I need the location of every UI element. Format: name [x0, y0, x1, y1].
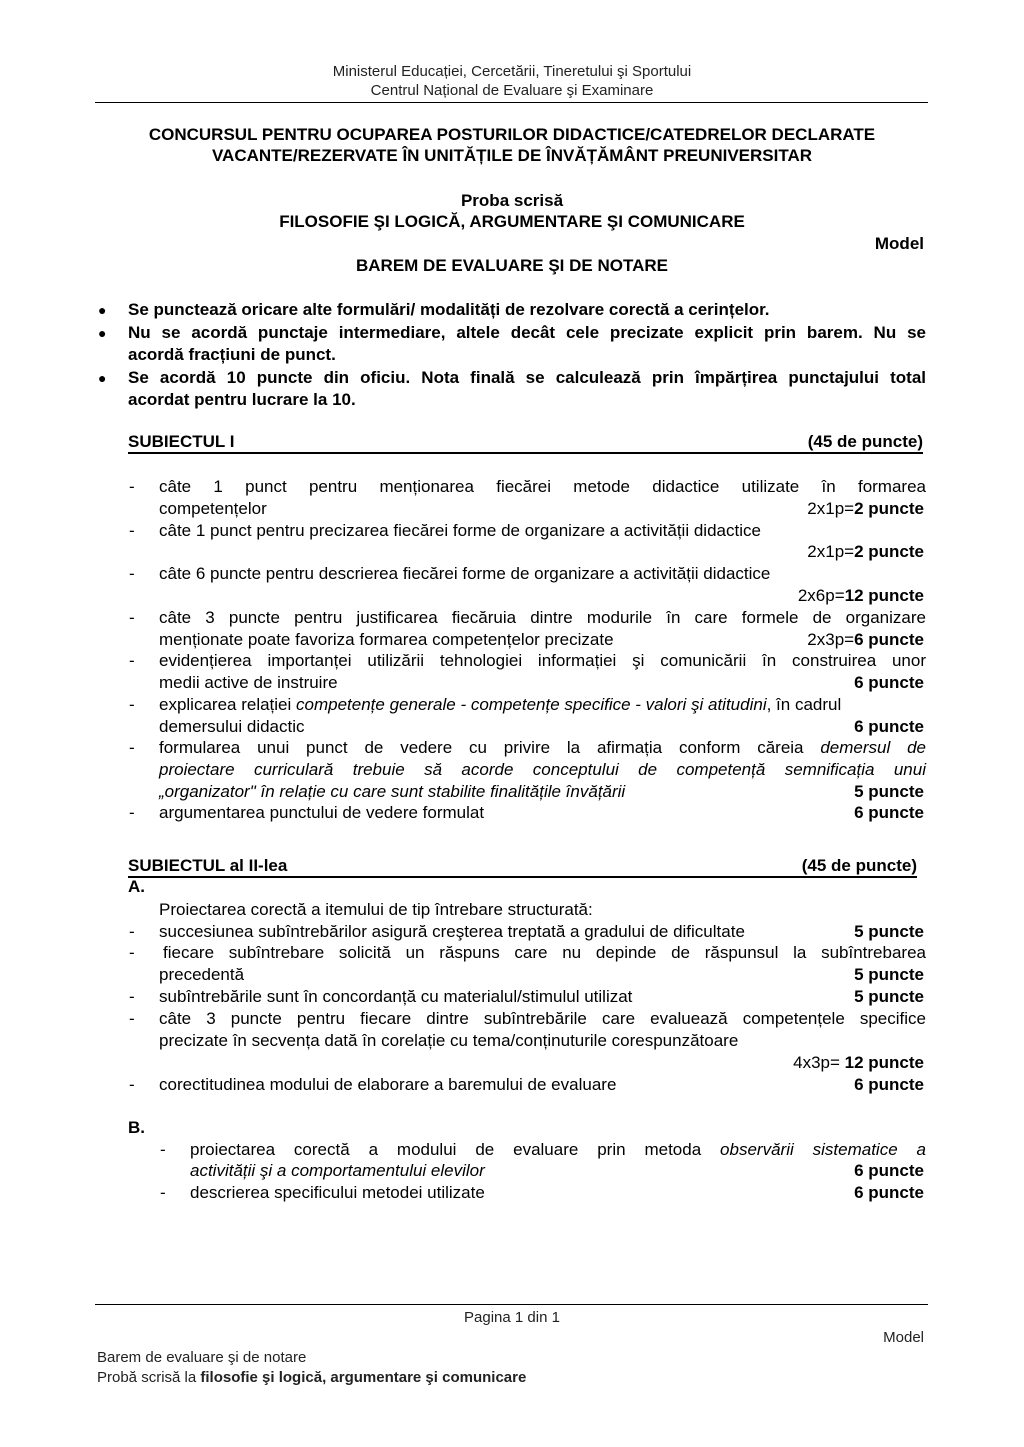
text: explicarea relației [159, 695, 297, 714]
score-formula: 2x1p= [807, 542, 855, 561]
rule-3: Se acordă 10 puncte din oficiu. Nota finală se calculează prin împărțirea punctajului total [128, 368, 926, 387]
rule-2-cont: acordă fracțiuni de punct. [128, 345, 336, 364]
item-4-score [807, 630, 924, 650]
item-8-line-1: argumentarea punctului de vedere formulat [159, 803, 485, 822]
item-1-line-1: câte 1 punct pentru menționarea fiecărei metode didactice utilizate în formarea [159, 477, 926, 496]
model-label: Model [874, 234, 924, 253]
item-7-line-1 [159, 738, 926, 758]
a-item-2-line-1: fiecare subîntrebare solicită un răspuns care nu depinde de răspunsul la subîntrebarea [163, 943, 926, 962]
dash: - [129, 695, 135, 714]
a-item-4-line-2: precizate în secvența dată în corelație cu tema/conținuturile corespunzătoare [159, 1031, 739, 1050]
b-item-1-score: 6 puncte [854, 1161, 924, 1180]
a-item-4-line-1: câte 3 puncte pentru fiecare dintre subîntrebările care evaluează competențele specifice [159, 1009, 926, 1028]
ministry-header: Ministerul Educației, Cercetării, Tineretului şi Sportului [332, 63, 692, 80]
item-8-score: 6 puncte [854, 803, 924, 822]
title-line-1: CONCURSUL PENTRU OCUPAREA POSTURILOR DIDACTICE/CATEDRELOR DECLARATE [148, 125, 876, 144]
item-5-line-1: evidențierea importanței utilizării tehnologiei informației şi comunicării în construirea unor [159, 651, 926, 670]
italic-text: demersul de [820, 738, 926, 757]
score-formula: 2x1p= [807, 499, 855, 518]
a-item-5-score: 6 puncte [854, 1075, 924, 1094]
subject-2-points: (45 de puncte) [801, 856, 917, 875]
part-a-label: A. [128, 877, 145, 896]
footer-line-1: Barem de evaluare şi de notare [97, 1349, 307, 1366]
barem-title: BAREM DE EVALUARE ŞI DE NOTARE [355, 256, 668, 275]
italic-text: competențe generale - competențe specifice - valori şi atitudini [296, 695, 767, 714]
dash: - [160, 1140, 166, 1159]
part-b-label: B. [128, 1118, 145, 1137]
item-7-line-3: „organizator" în relație cu care sunt stabilite finalitățile învățării [159, 782, 626, 801]
b-item-1-line-2: activității şi a comportamentului elevilor [190, 1161, 485, 1180]
a-item-3-score: 5 puncte [854, 987, 924, 1006]
dash: - [129, 738, 135, 757]
dash: - [129, 943, 135, 962]
italic-text: observării sistematice a [720, 1140, 926, 1159]
score-total: 12 puncte [844, 586, 924, 605]
dash: - [129, 564, 135, 583]
text: , în cadrul [766, 695, 842, 714]
score-total: 2 puncte [854, 542, 924, 561]
score-formula: 2x6p= [797, 586, 845, 605]
title-line-2: VACANTE/REZERVATE ÎN UNITĂȚILE DE ÎNVĂȚĂMÂNT PREUNIVERSITAR [211, 146, 813, 165]
rule-2: Nu se acordă punctaje intermediare, altele decât cele precizate explicit prin barem. Nu se [128, 323, 926, 342]
item-5-score: 6 puncte [854, 673, 924, 692]
text: formularea unui punct de vedere cu privire la afirmația conform căreia [159, 738, 821, 757]
item-3-line-1: câte 6 puncte pentru descrierea fiecărei forme de organizare a activității didactice [159, 564, 771, 583]
center-header: Centrul Național de Evaluare şi Examinare [370, 82, 654, 99]
score-total: 12 puncte [844, 1053, 924, 1072]
a-item-1-score: 5 puncte [854, 922, 924, 941]
text: proiectarea corectă a modului de evaluare prin metoda [190, 1140, 721, 1159]
dash: - [129, 922, 135, 941]
exam-type: Proba scrisă [460, 191, 564, 210]
item-6-score: 6 puncte [854, 717, 924, 736]
dash: - [129, 987, 135, 1006]
b-item-2-score: 6 puncte [854, 1183, 924, 1202]
item-6-line-2: demersului didactic [159, 717, 305, 736]
b-item-2: descrierea specificului metodei utilizate [190, 1183, 485, 1202]
rule-3-cont: acordat pentru lucrare la 10. [128, 390, 356, 409]
subject-1-heading [128, 432, 923, 454]
a-item-1: succesiunea subîntrebărilor asigură creşterea treptată a gradului de dificultate [159, 922, 745, 941]
subject-1-title: SUBIECTUL I [128, 432, 235, 451]
subject-2-title: SUBIECTUL al II-lea [128, 856, 288, 875]
b-item-1-line-1 [190, 1140, 926, 1160]
a-item-2-line-2: precedentă [159, 965, 245, 984]
footer-line-2 [97, 1368, 526, 1388]
item-2-line-1: câte 1 punct pentru precizarea fiecărei forme de organizare a activității didactice [159, 521, 761, 540]
rule-1: Se punctează oricare alte formulări/ modalități de rezolvare corectă a cerințelor. [128, 300, 770, 319]
dash: - [129, 608, 135, 627]
dash: - [160, 1183, 166, 1202]
item-7-line-2: proiectare curriculară trebuie să acorde conceptului de competență semnificația unui [159, 760, 926, 779]
bullet-icon: ● [98, 302, 107, 318]
exam-subject: FILOSOFIE ŞI LOGICĂ, ARGUMENTARE ŞI COMUNICARE [279, 212, 745, 231]
a-item-3: subîntrebările sunt în concordanță cu materialul/stimulul utilizat [159, 987, 633, 1006]
text: Probă scrisă la [97, 1369, 201, 1386]
footer-rule [95, 1304, 928, 1305]
item-6-line-1 [159, 695, 926, 715]
dash: - [129, 521, 135, 540]
item-7-score: 5 puncte [854, 782, 924, 801]
dash: - [129, 477, 135, 496]
subject-2-heading [128, 856, 917, 878]
score-formula: 2x3p= [807, 630, 855, 649]
a-item-4-score [793, 1053, 924, 1073]
item-5-line-2: medii active de instruire [159, 673, 338, 692]
item-1-score [807, 499, 924, 519]
page-number: Pagina 1 din 1 [464, 1309, 560, 1326]
bullet-icon: ● [98, 325, 107, 341]
item-4-line-2: menționate poate favoriza formarea competențelor precizate [159, 630, 614, 649]
footer-model: Model [883, 1329, 924, 1346]
item-2-score [807, 542, 924, 562]
dash: - [129, 651, 135, 670]
item-1-line-2: competențelor [159, 499, 267, 518]
bullet-icon: ● [98, 370, 107, 386]
part-a-intro: Proiectarea corectă a itemului de tip întrebare structurată: [159, 900, 593, 919]
header-rule [95, 102, 928, 103]
score-total: 6 puncte [854, 630, 924, 649]
item-4-line-1: câte 3 puncte pentru justificarea fiecăruia dintre modurile în care formele de organizare [159, 608, 926, 627]
dash: - [129, 1075, 135, 1094]
dash: - [129, 1009, 135, 1028]
item-3-score [798, 586, 924, 606]
bold-text: filosofie şi logică, argumentare şi comunicare [200, 1369, 527, 1386]
dash: - [129, 803, 135, 822]
a-item-5: corectitudinea modului de elaborare a baremului de evaluare [159, 1075, 617, 1094]
a-item-2-score: 5 puncte [854, 965, 924, 984]
subject-1-points: (45 de puncte) [807, 432, 923, 451]
score-formula: 4x3p= [793, 1053, 845, 1072]
score-total: 2 puncte [854, 499, 924, 518]
